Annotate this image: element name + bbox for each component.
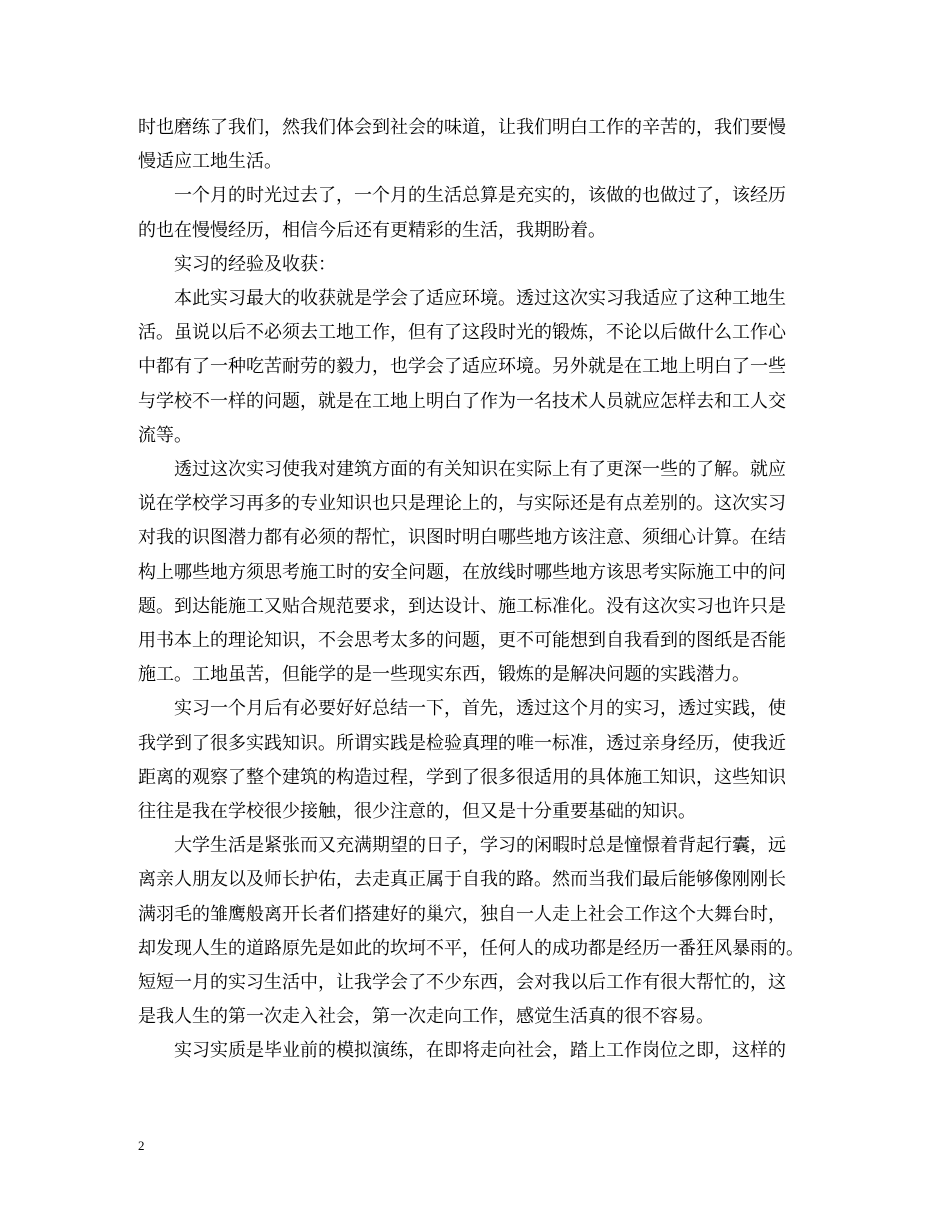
text-line: 满羽毛的雏鹰般离开长者们搭建好的巢穴，独自一人走上社会工作这个大舞台时， <box>138 903 786 925</box>
text-line: 施工。工地虽苦，但能学的是一些现实东西，锻炼的是解决问题的实践潜力。 <box>138 664 750 686</box>
text-line: 的也在慢慢经历，相信今后还有更精彩的生活，我期盼着。 <box>138 219 606 241</box>
text-line: 中都有了一种吃苦耐劳的毅力，也学会了适应环境。另外就是在工地上明白了一些 <box>138 356 786 378</box>
text-line: 往往是我在学校很少接触，很少注意的，但又是十分重要基础的知识。 <box>138 801 696 822</box>
text-line: 慢适应工地生活。 <box>138 151 282 173</box>
text-line: 实习实质是毕业前的模拟演练，在即将走向社会，踏上工作岗位之即，这样的 <box>174 1040 786 1062</box>
text-line: 实习的经验及收获： <box>174 253 336 275</box>
text-line: 用书本上的理论知识，不会思考太多的问题，更不可能想到自我看到的图纸是否能 <box>138 630 786 651</box>
text-line: 对我的识图潜力都有必须的帮忙，识图时明白哪些地方该注意、须细心计算。在结 <box>138 527 786 549</box>
text-line: 说在学校学习再多的专业知识也只是理论上的，与实际还是有点差别的。这次实习 <box>138 493 786 515</box>
text-line: 本此实习最大的收获就是学会了适应环境。透过这次实习我适应了这种工地生 <box>174 288 786 309</box>
text-line: 时也磨练了我们，然我们体会到社会的味道，让我们明白工作的辛苦的，我们要慢 <box>138 117 786 138</box>
text-line: 构上哪些地方须思考施工时的安全问题，在放线时哪些地方该思考实际施工中的问 <box>138 561 786 583</box>
text-line: 活。虽说以后不必须去工地工作，但有了这段时光的锻炼，不论以后做什么工作心 <box>138 322 786 344</box>
text-line: 距离的观察了整个建筑的构造过程，学到了很多很适用的具体施工知识，这些知识 <box>138 766 786 788</box>
text-line: 透过这次实习使我对建筑方面的有关知识在实际上有了更深一些的了解。就应 <box>174 459 786 480</box>
text-line: 短短一月的实习生活中，让我学会了不少东西，会对我以后工作有很大帮忙的，这 <box>138 972 786 993</box>
text-line: 实习一个月后有必要好好总结一下，首先，透过这个月的实习，透过实践，使 <box>174 698 786 720</box>
text-line: 却发现人生的道路原先是如此的坎坷不平，任何人的成功都是经历一番狂风暴雨的。 <box>138 937 804 959</box>
text-line: 大学生活是紧张而又充满期望的日子，学习的闲暇时总是憧憬着背起行囊，远 <box>174 835 786 857</box>
text-line: 是我人生的第一次走入社会，第一次走向工作，感觉生活真的很不容易。 <box>138 1006 714 1028</box>
text-line: 与学校不一样的问题，就是在工地上明白了作为一名技术人员就应怎样去和工人交 <box>138 390 786 412</box>
page-number: 2 <box>138 1138 145 1153</box>
text-line: 一个月的时光过去了，一个月的生活总算是充实的，该做的也做过了，该经历 <box>174 185 786 207</box>
text-line: 流等。 <box>138 424 192 446</box>
text-line: 我学到了很多实践知识。所谓实践是检验真理的唯一标准，透过亲身经历，使我近 <box>138 732 786 754</box>
text-line: 题。到达能施工又贴合规范要求，到达设计、施工标准化。没有这次实习也许只是 <box>138 595 786 617</box>
text-line: 离亲人朋友以及师长护佑，去走真正属于自我的路。然而当我们最后能够像刚刚长 <box>138 869 786 891</box>
